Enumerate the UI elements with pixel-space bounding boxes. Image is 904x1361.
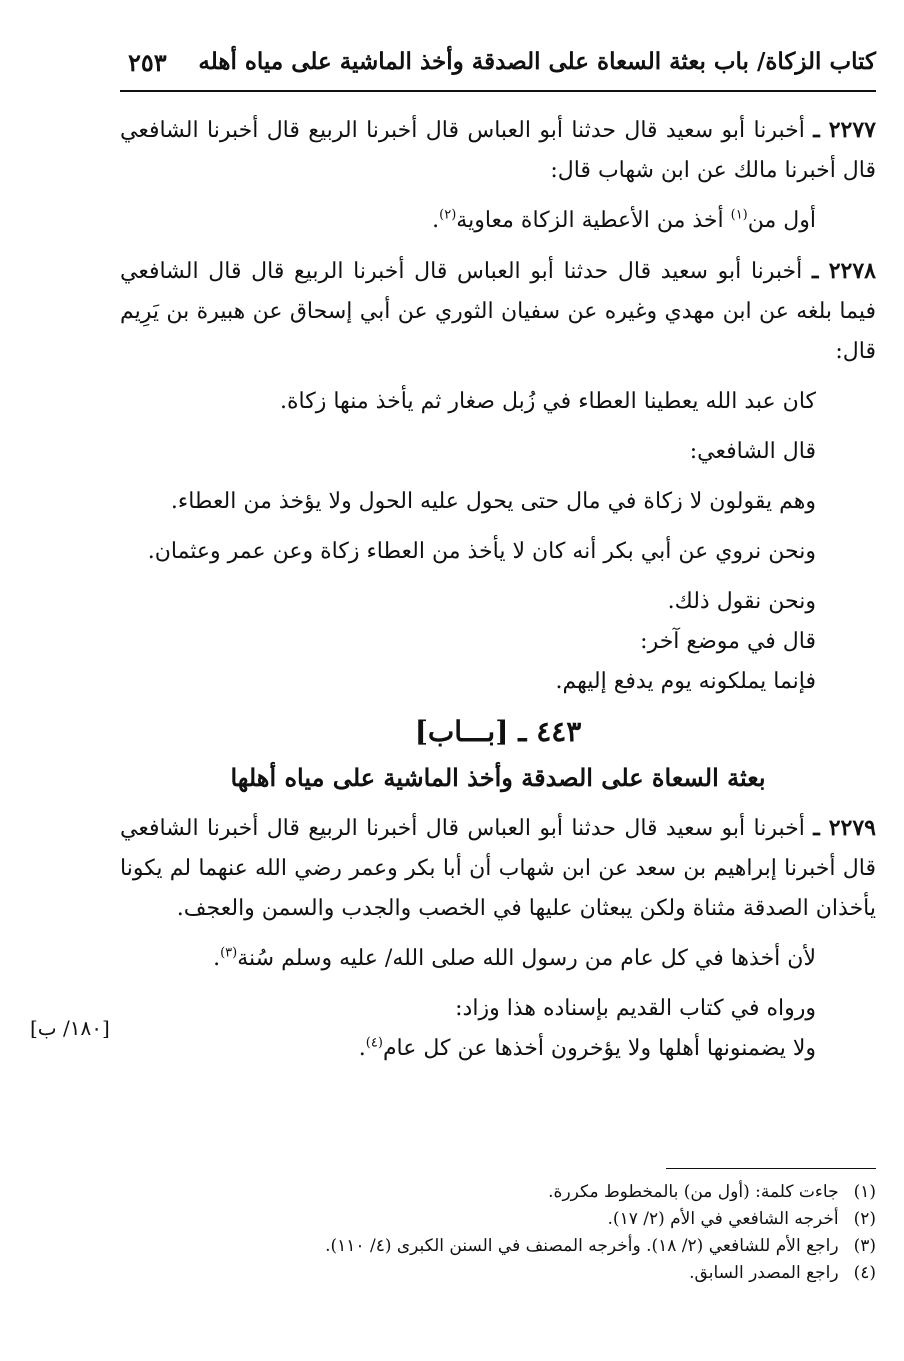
footnote-number: (٣): [853, 1236, 876, 1256]
hadith-text: أخبرنا أبو سعيد قال حدثنا أبو العباس قال أخبرنا الربيع قال قال الشافعي فيما بلغه عن ابن مهدي وغيره عن سفيان الثوري عن أبي إسحاق عن هبيرة بن يَرِيم قال:: [120, 259, 876, 364]
text-line: ورواه في كتاب القديم بإسناده هذا وزاد:: [455, 996, 816, 1021]
text-line: [120, 201, 876, 241]
page-number: ٢٥٣: [128, 48, 167, 77]
hadith-2278: [120, 251, 876, 372]
header-title: كتاب الزكاة/ باب بعثة السعاة على الصدقة وأخذ الماشية على مياه أهله: [198, 48, 876, 75]
footnote-ref: (٣): [220, 945, 238, 961]
text-line: [120, 1029, 876, 1069]
running-header: [120, 42, 876, 92]
text-line: ونحن نروي عن أبي بكر أنه كان لا يأخذ من العطاء زكاة وعن عمر وعثمان.: [147, 539, 816, 564]
text-line: وهم يقولون لا زكاة في مال حتى يحول عليه الحول ولا يؤخذ من العطاء.: [170, 489, 816, 514]
hadith-number: ٢٢٧٨ ـ: [811, 258, 876, 284]
chapter-subtitle: بعثة السعاة على الصدقة وأخذ الماشية على مياه أهلها: [230, 763, 766, 792]
hadith-text: أخبرنا أبو سعيد قال حدثنا أبو العباس قال أخبرنا الربيع قال أخبرنا الشافعي قال أخبرنا مالك عن ابن شهاب قال:: [120, 118, 876, 183]
footnote-item: [120, 1206, 876, 1233]
text-line: قال في موضع آخر:: [640, 629, 816, 654]
footnote-text: راجع الأم للشافعي (٢/ ١٨). وأخرجه المصنف في السنن الكبرى (٤/ ١١٠).: [325, 1236, 839, 1256]
footnote-text: جاءت كلمة: (أول من) بالمخطوط مكررة.: [548, 1182, 839, 1202]
footnote-item: [120, 1179, 876, 1206]
text-line: [120, 939, 876, 979]
hadith-text: أخبرنا أبو سعيد قال حدثنا أبو العباس قال أخبرنا الربيع قال أخبرنا الشافعي قال أخبرنا إبراهيم بن سعد عن ابن شهاب أن أبا بكر وعمر رضي الله عنهما لم يكونا يأخذان الصدقة مثناة ولكن يبعثان عليها في الخصب والجدب والسمن والعجف.: [120, 816, 876, 921]
main-text: [120, 110, 876, 1069]
text-line: فإنما يملكونه يوم يدفع إليهم.: [555, 669, 816, 694]
text-segment: أخذ من الأعطية الزكاة معاوية: [456, 208, 731, 233]
text-segment: .: [358, 1036, 366, 1061]
footnote-text: أخرجه الشافعي في الأم (٢/ ١٧).: [607, 1209, 839, 1229]
footnote-text: راجع المصدر السابق.: [689, 1263, 839, 1283]
text-line: قال الشافعي:: [689, 439, 816, 464]
manuscript-folio-marker: [١٨٠/ ب]: [30, 1016, 110, 1040]
footnote-item: [120, 1233, 876, 1260]
text-line: ونحن نقول ذلك.: [667, 589, 816, 614]
footnote-ref: (١): [730, 207, 748, 223]
footnotes: [120, 1168, 876, 1287]
hadith-2277: [120, 110, 876, 191]
chapter-title: ٤٤٣ ـ [بـــاب]: [414, 715, 582, 748]
hadith-2279: [120, 808, 876, 929]
footnote-number: (١): [853, 1182, 876, 1202]
text-segment: لأن أخذها في كل عام من رسول الله صلى الله/ عليه وسلم سُنة: [237, 946, 816, 971]
footnote-ref: (٤): [365, 1035, 383, 1051]
text-segment: أول من: [747, 208, 816, 233]
footnote-ref: (٢): [439, 207, 457, 223]
text-line: كان عبد الله يعطينا العطاء في زُبل صغار ثم يأخذ منها زكاة.: [280, 389, 816, 414]
footnote-number: (٢): [853, 1209, 876, 1229]
footnote-item: [120, 1260, 876, 1287]
hadith-number: ٢٢٧٩ ـ: [813, 815, 876, 841]
text-segment: .: [213, 946, 221, 971]
text-segment: ولا يضمنونها أهلها ولا يؤخرون أخذها عن كل عام: [382, 1036, 816, 1061]
hadith-number: ٢٢٧٧ ـ: [813, 117, 876, 143]
footnote-number: (٤): [853, 1263, 876, 1283]
footnote-divider: [666, 1168, 876, 1169]
text-segment: .: [432, 208, 440, 233]
